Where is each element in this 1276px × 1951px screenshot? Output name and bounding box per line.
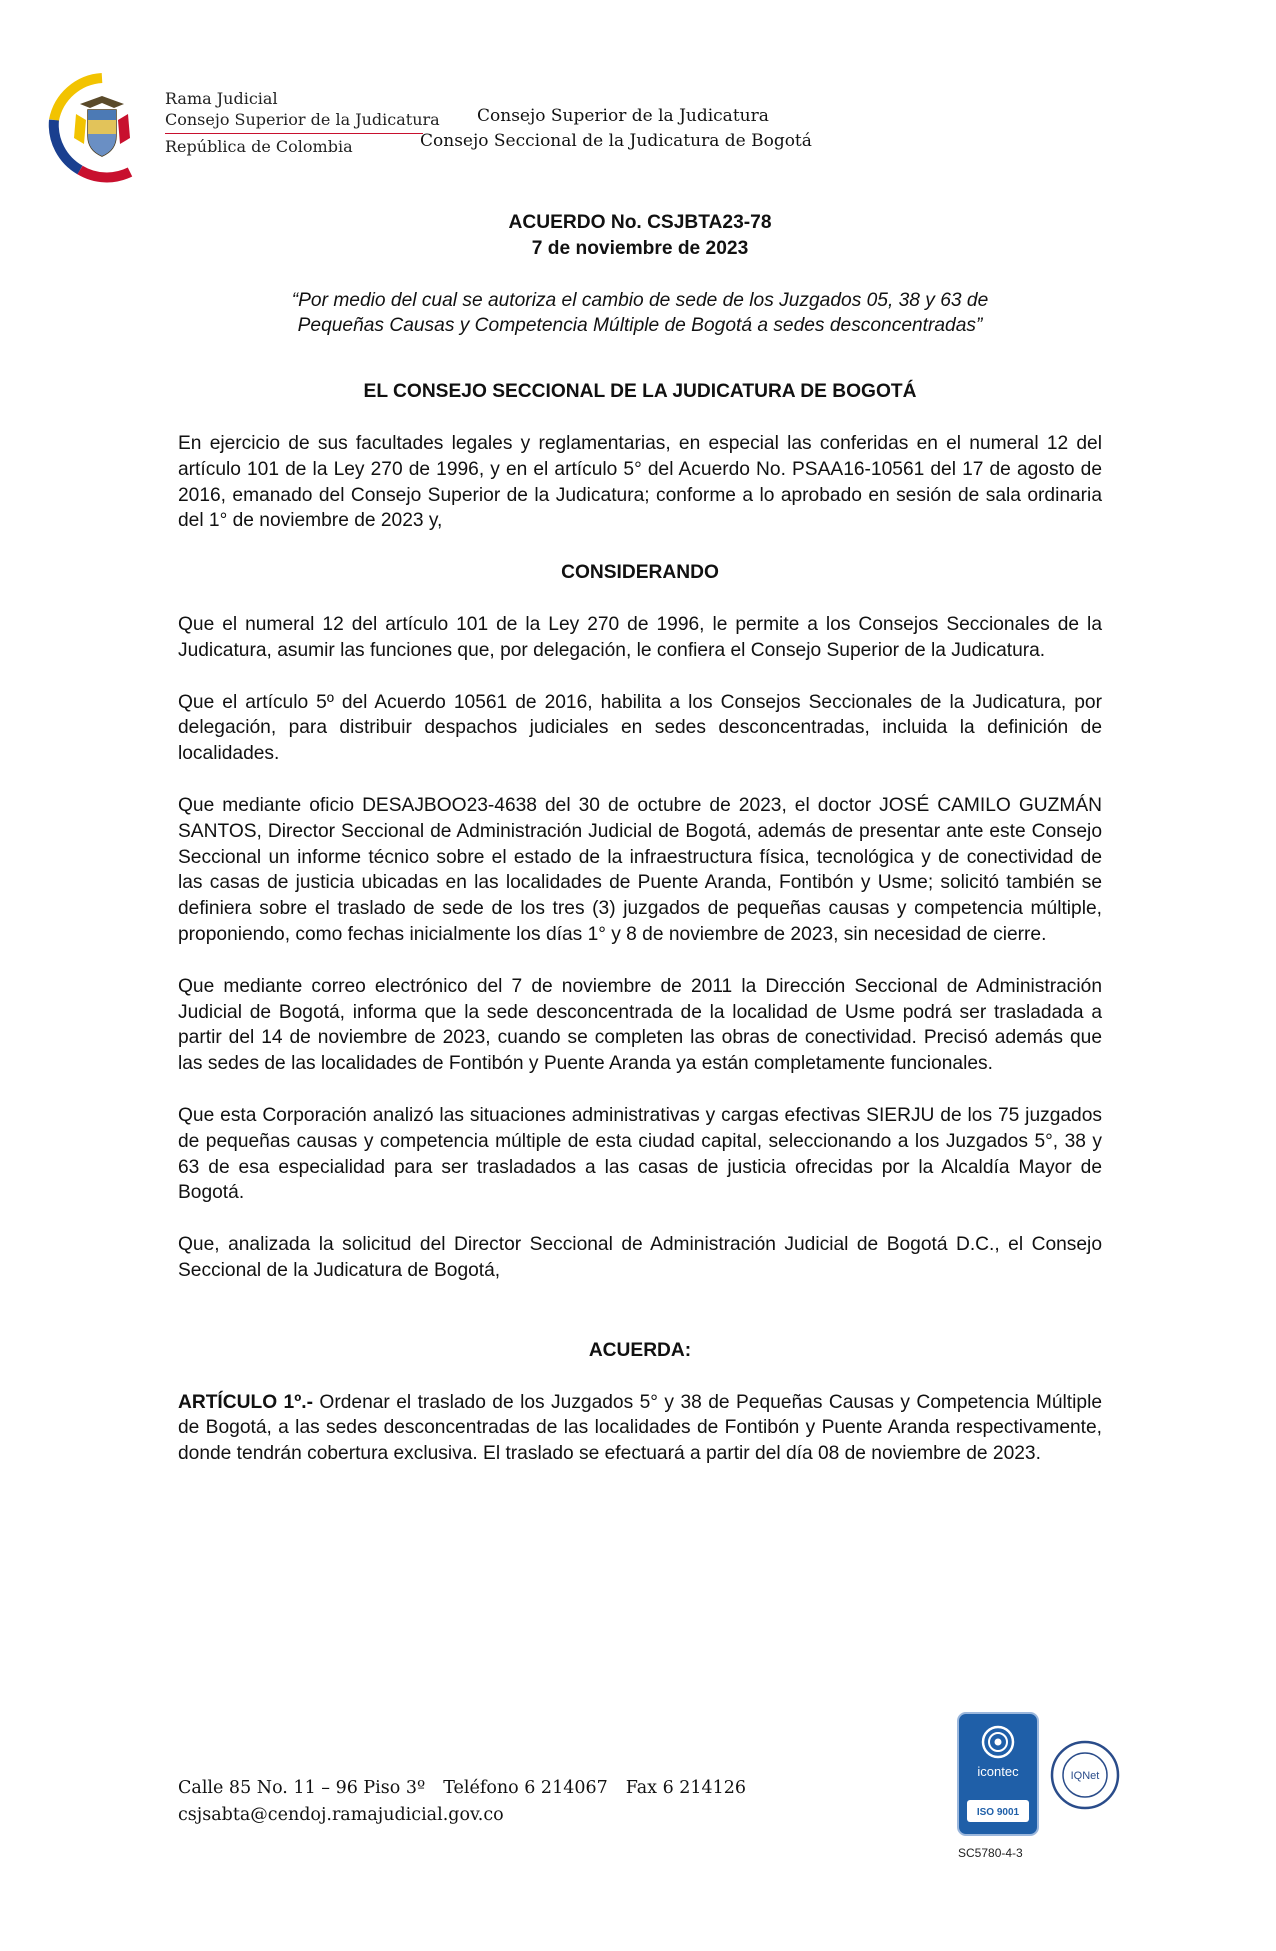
considerando-heading: CONSIDERANDO (561, 562, 719, 584)
footer-contact-line (178, 1775, 746, 1802)
logo-line-republica: República de Colombia (165, 137, 353, 156)
considerando-paragraph: Que el artículo 5º del Acuerdo 10561 de 2016, habilita a los Consejos Seccionales de la Judicatura, por delegación, para distribuir despachos judiciales en sedes desconcentradas, incluida la definición de localidades. (178, 691, 1102, 765)
icontec-certification-icon (957, 1712, 1039, 1836)
council-heading: EL CONSEJO SECCIONAL DE LA JUDICATURA DE BOGOTÁ (363, 381, 917, 403)
logo-divider (165, 133, 423, 134)
org-line-seccional: Consejo Seccional de la Judicatura de Bogotá (420, 131, 812, 151)
iqnet-label: IQNet (1070, 1770, 1100, 1782)
subtitle-line-1: “Por medio del cual se autoriza el cambio de sede de los Juzgados 05, 38 y 63 de (291, 289, 989, 311)
article-1-text: Ordenar el traslado de los Juzgados 5° y 38 de Pequeñas Causas y Competencia Múltiple de Bogotá, a las sedes desconcentradas de las localidades de Fontibón y Puente Aranda respectivamente, donde tendrán cobertura exclusiva. El traslado se efectuará a partir del día 08 de noviembre de 2023. (178, 1391, 1102, 1465)
article-1 (178, 1390, 1102, 1467)
cert-code: SC5780-4-3 (958, 1846, 1023, 1860)
document-date: 7 de noviembre de 2023 (531, 237, 749, 259)
intro-paragraph: En ejercicio de sus facultades legales y reglamentarias, en especial las conferidas en el numeral 12 del artículo 101 de la Ley 270 de 1996, y en el artículo 5° del Acuerdo No. PSAA16-10561 del 17 de agosto de 2016, emanado del Consejo Superior de la Judicatura; conforme a lo aprobado en sesión de sala ordinaria del 1° de noviembre de 2023 y, (178, 432, 1102, 532)
header-organization (420, 104, 812, 154)
document-title: ACUERDO No. CSJBTA23-78 (508, 212, 772, 233)
iqnet-certification-icon (1050, 1740, 1120, 1810)
considerando-paragraph: Que mediante oficio DESAJBOO23-4638 del 30 de octubre de 2023, el doctor JOSÉ CAMILO GUZMÁN SANTOS, Director Seccional de Administración Judicial de Bogotá, además de presentar ante este Consejo Seccional un informe técnico sobre el estado de la infraestructura física, tecnológica y de conectividad de las casas de justicia ubicadas en las localidades de Puente Aranda, Fontibón y Usme; solicitó también se definiera sobre el traslado de sede de los tres (3) juzgados de pequeñas causas y competencia múltiple, proponiendo, como fechas inicialmente los días 1° y 8 de noviembre de 2023, sin necesidad de cierre. (178, 794, 1102, 945)
footer-phone: Teléfono 6 214067 (443, 1778, 608, 1798)
document-body (178, 210, 1102, 1467)
colombia-coat-of-arms-icon (40, 70, 165, 185)
logo-line-rama: Rama Judicial (165, 89, 278, 108)
logo-line-consejo: Consejo Superior de la Judicatura (165, 110, 440, 129)
considerando-paragraph: Que esta Corporación analizó las situaciones administrativas y cargas efectivas SIERJU de los 75 juzgados de pequeñas causas y competencia múltiple de esta ciudad capital, seleccionando a los Juzgados 5°, 38 y 63 de esa especialidad para ser trasladados a las casas de justicia ofrecidas por la Alcaldía Mayor de Bogotá. (178, 1104, 1102, 1204)
considerando-paragraph: Que mediante correo electrónico del 7 de noviembre de 2011 la Dirección Seccional de Administración Judicial de Bogotá, informa que la sede desconcentrada de la localidad de Usme podrá ser trasladada a partir del 14 de noviembre de 2023, cuando se completen las obras de conectividad. Precisó además que las sedes de las localidades de Fontibón y Puente Aranda ya están completamente funcionales. (178, 975, 1102, 1075)
article-1-label: ARTÍCULO 1º.- (178, 1391, 313, 1413)
footer-contact (178, 1775, 746, 1829)
footer-fax: Fax 6 214126 (625, 1778, 747, 1798)
footer-email: csjsabta@cendoj.ramajudicial.gov.co (178, 1805, 504, 1825)
org-line-superior: Consejo Superior de la Judicatura (477, 106, 769, 126)
considerando-paragraph: Que el numeral 12 del artículo 101 de la Ley 270 de 1996, le permite a los Consejos Seccionales de la Judicatura, asumir las funciones que, por delegación, le confiera el Consejo Superior de la Judicatura. (178, 613, 1102, 661)
acuerda-heading: ACUERDA: (588, 1339, 692, 1361)
logo-wordmark (165, 88, 440, 157)
document-subtitle (178, 288, 1102, 340)
subtitle-line-2: Pequeñas Causas y Competencia Múltiple de Bogotá a sedes desconcentradas” (297, 315, 983, 337)
footer-address: Calle 85 No. 11 – 96 Piso 3º (178, 1778, 426, 1798)
cert-standard: ISO 9001 (976, 1807, 1020, 1818)
considerando-paragraph: Que, analizada la solicitud del Director Seccional de Administración Judicial de Bogotá D.C., el Consejo Seccional de la Judicatura de Bogotá, (178, 1234, 1102, 1281)
cert-brand: icontec (977, 1764, 1019, 1779)
